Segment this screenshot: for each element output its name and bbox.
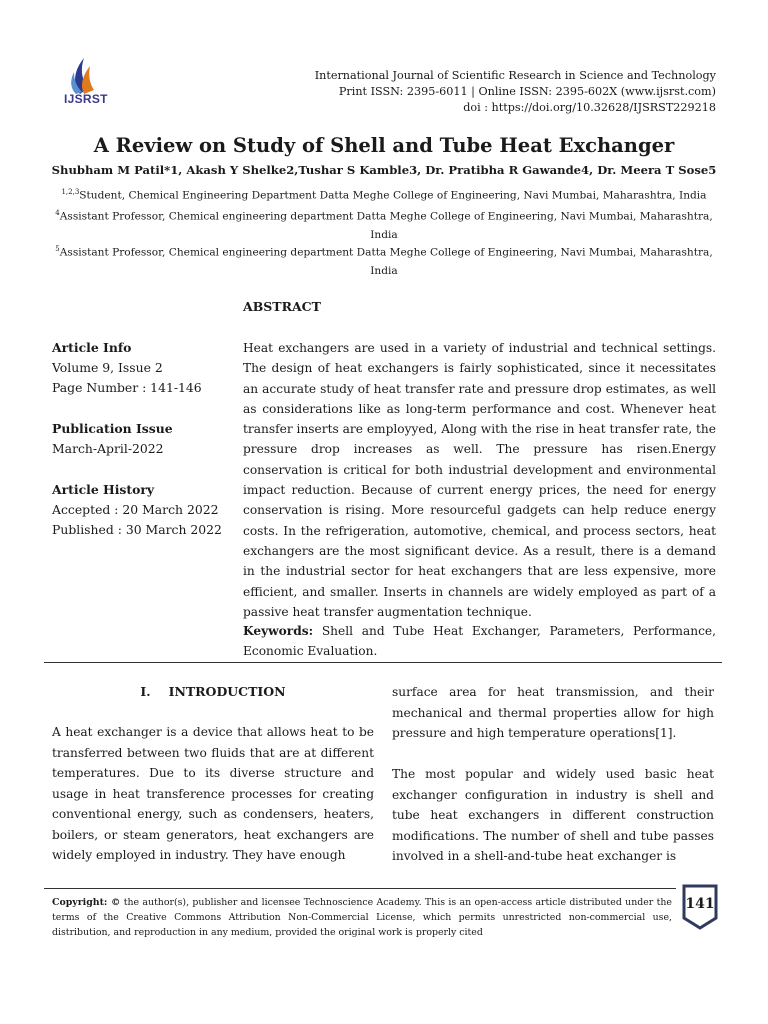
article-published: Published : 30 March 2022	[52, 522, 222, 537]
paper-title: A Review on Study of Shell and Tube Heat Exchanger	[93, 134, 675, 157]
intro-right-paragraph-2: The most popular and widely used basic heat exchanger configuration in industry is shell and tube heat exchangers in different construction modifications. The number of shell and tube passes involved in a shell-and-tube heat exchanger is	[392, 767, 714, 863]
abstract-heading: ABSTRACT	[243, 299, 321, 314]
intro-right-paragraph-1: surface area for heat transmission, and their mechanical and thermal properties allow for high pressure and high temperature operations[1].	[392, 685, 714, 740]
journal-issn: Print ISSN: 2395-6011 | Online ISSN: 2395-602X (www.ijsrst.com)	[338, 85, 716, 98]
publication-issue-heading: Publication Issue	[52, 421, 173, 436]
page-number: 141	[685, 896, 715, 912]
intro-title: INTRODUCTION	[168, 684, 286, 699]
logo-text: IJSRST	[64, 92, 108, 106]
copyright-label: Copyright: ©	[52, 897, 121, 908]
article-info	[52, 338, 232, 398]
affiliation-1-text: Student, Chemical Engineering Department Datta Meghe College of Engineering, Navi Mumbai, Maharashtra, India	[79, 189, 707, 202]
keywords	[243, 621, 716, 662]
affiliation-3-text: Assistant Professor, Chemical engineering department Datta Meghe College of Engineering, Navi Mumbai, Maharashtra, India	[59, 246, 713, 277]
section-divider	[44, 662, 722, 663]
footer-divider	[44, 888, 676, 889]
article-pages: Page Number : 141-146	[52, 380, 202, 395]
authors: Shubham M Patil*1, Akash Y Shelke2,Tushar S Kamble3, Dr. Pratibha R Gawande4, Dr. Meera T Sose5	[51, 163, 717, 177]
intro-left-paragraph: A heat exchanger is a device that allows heat to be transferred between two fluids that are at different temperatures. Due to its diverse structure and usage in heat transference processes for creating conventional energy, such as condensers, heaters, boilers, or steam generators, heat exchangers are widely employed in industry. They have enough	[52, 725, 374, 862]
page-number-badge	[682, 884, 718, 930]
journal-doi[interactable]: doi : https://doi.org/10.32628/IJSRST229218	[463, 101, 716, 114]
affiliation-1-sup: 1,2,3	[61, 188, 80, 196]
article-info-heading: Article Info	[52, 340, 132, 355]
affiliation-2-text: Assistant Professor, Chemical engineering department Datta Meghe College of Engineering, Navi Mumbai, Maharashtra, India	[59, 210, 713, 241]
intro-heading	[52, 684, 374, 699]
article-volume: Volume 9, Issue 2	[52, 360, 163, 375]
affiliation-3-sup: 5	[55, 245, 60, 253]
affiliation-1	[50, 183, 718, 205]
affiliation-3	[50, 240, 718, 280]
journal-header	[315, 68, 716, 116]
copyright-notice	[52, 895, 672, 940]
article-history	[52, 480, 232, 540]
copyright-text: the author(s), publisher and licensee Technoscience Academy. This is an open-access article distributed under the terms of the Creative Commons Attribution Non-Commercial License, which permits unrestricted non-commercial use, distribution, and reproduction in any medium, provided the original work is properly cited	[52, 897, 672, 938]
publication-issue	[52, 419, 232, 459]
affiliation-2-sup: 4	[55, 209, 60, 217]
article-accepted: Accepted : 20 March 2022	[52, 502, 219, 517]
ijsrst-flame-icon	[62, 56, 126, 96]
publication-issue-value: March-April-2022	[52, 441, 164, 456]
keywords-label: Keywords:	[243, 624, 314, 638]
journal-name: International Journal of Scientific Research in Science and Technology	[314, 69, 716, 82]
journal-logo	[62, 56, 126, 114]
article-history-heading: Article History	[52, 482, 155, 497]
keywords-text: Shell and Tube Heat Exchanger, Parameters, Performance, Economic Evaluation.	[243, 624, 717, 659]
intro-number: I.	[140, 684, 151, 699]
affiliation-2	[50, 204, 718, 244]
abstract-text: Heat exchangers are used in a variety of industrial and technical settings. The design of heat exchangers is fairly sophisticated, since it necessitates an accurate study of heat transfer rate and pressure drop estimates, as well as considerations like as long-term performance and cost. Whenever heat transfer inserts are employyed, Along with the rise in heat transfer rate, the pressure drop increases as well. The pressure has risen.Energy conservation is critical for both industrial development and environmental impact reduction. Because of current energy prices, the need for energy conservation is rising. More resourceful gadgets can help reduce energy costs. In the refrigeration, automotive, chemical, and process sectors, heat exchangers are the most significant device. As a result, there is a demand in the industrial sector for heat exchangers that are less expensive, more efficient, and smaller. Inserts in channels are widely employed as part of a passive heat transfer augmentation technique.	[243, 341, 716, 619]
